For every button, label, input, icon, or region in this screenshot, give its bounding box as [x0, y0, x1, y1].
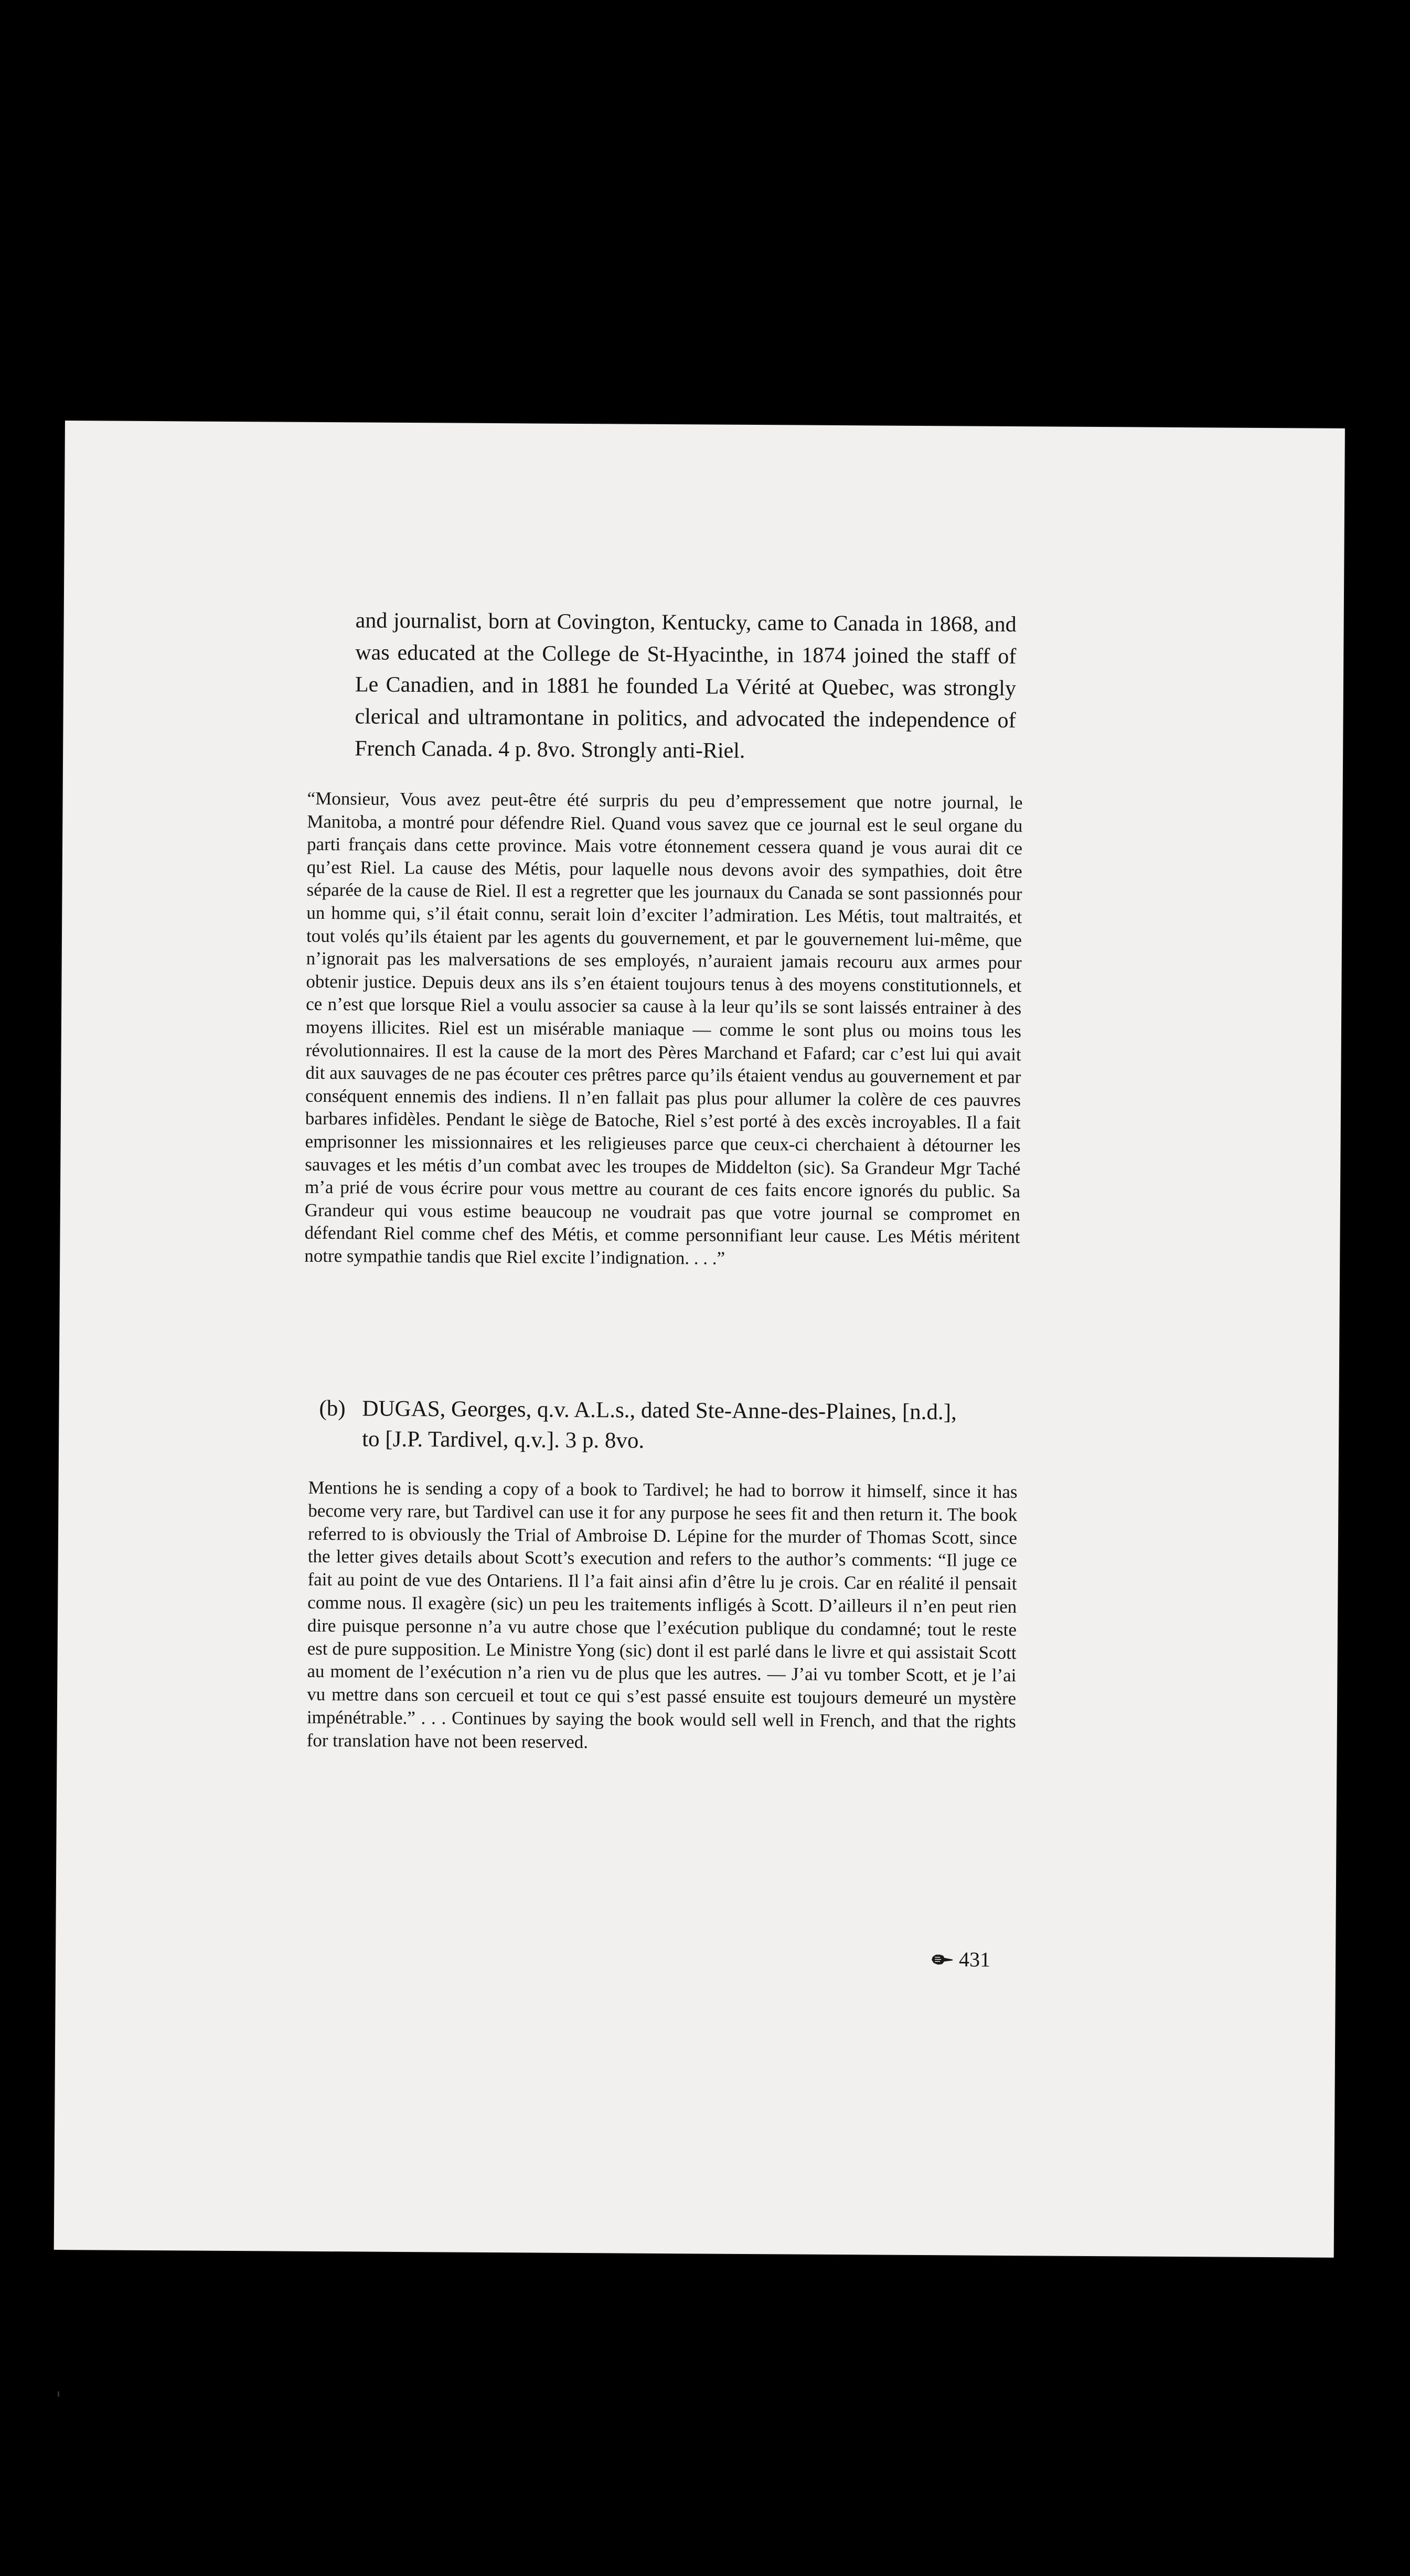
entry-label: (b): [319, 1396, 346, 1421]
entry-heading-line-2: to [J.P. Tardivel, q.v.]. 3 p. 8vo.: [362, 1426, 645, 1453]
entry-b-heading: [319, 1393, 1033, 1458]
document-page: [54, 421, 1345, 2258]
page-number: 431: [958, 1947, 991, 1971]
quoted-letter-paragraph: “Monsieur, Vous avez peut-être été surpris du peu d’empressement que notre journal, le Manitoba, a montré pour défendre Riel. Quand vous savez que ce journal est le seul organe du parti français dans cette province. Mais votre étonnement cessera quand je vous aurai dit ce qu’est Riel. La cause des Métis, pour laquelle nous devons avoir des sympathies, doit être séparée de la cause de Riel. Il est a regretter que les journaux du Canada se sont passionnés pour un homme qui, s’il était connu, serait loin d’exciter l’admiration. Les Métis, tout maltraités, et tout volés qu’ils étaient par les agents du gouvernement, et par le gouvernement lui-même, que n’ignorait pas les malversations de ses employés, n’auraient jamais recouru aux armes pour obtenir justice. Depuis deux ans ils s’en étaient toujours tenus à des moyens constitutionnels, et ce n’est que lorsque Riel a voulu associer sa cause à la leur qu’ils se sont laissés entrainer à des moyens illicites. Riel est un misérable maniaque — comme le sont plus ou moins tous les révolutionnaires. Il est la cause de la mort des Pères Marchand et Fafard; car c’est lui qui avait dit aux sauvages de ne pas écouter ces prêtres parce qu’ils étaient vendus au gouvernement et par conséquent ennemis des indiens. Il n’en fallait pas plus pour allumer la colère de ces pauvres barbares infidèles. Pendant le siège de Batoche, Riel s’est porté à des excès incroyables. Il a fait emprisonner les missionnaires et les religieuses parce que ceux-ci cherchaient à détourner les sauvages et les métis d’un combat avec les troupes de Middelton (sic). Sa Grandeur Mgr Taché m’a prié de vous écrire pour vous mettre au courant de ces faits encore ignorés du public. Sa Grandeur qui vous estime beaucoup ne voudrait pas que votre journal se compromet en défendant Riel comme chef des Métis, et comme personnifiant leur cause. Les Métis méritent notre sympathie tandis que Riel excite l’indignation. . . .”: [304, 788, 1023, 1269]
intro-paragraph: and journalist, born at Covington, Kentucky, came to Canada in 1868, and was educated at the College de St-Hyacinthe, in 1874 joined the staff of Le Canadien, and in 1881 he founded La Vérité at Quebec, was strongly clerical and ultramontane in politics, and advocated the independence of French Canada. 4 p. 8vo. Strongly anti-Riel.: [355, 608, 1017, 763]
pointing-hand-icon: [931, 1951, 954, 1967]
entry-heading-line-1: DUGAS, Georges, q.v. A.L.s., dated Ste-Anne-des-Plaines, [n.d.],: [362, 1396, 957, 1425]
page-folio: [931, 1947, 990, 1972]
scan-speck: [58, 2391, 59, 2397]
entry-b-description: Mentions he is sending a copy of a book to Tardivel; he had to borrow it himself, since it has become very rare, but Tardivel can use it for any purpose he sees fit and then return it. The book referred to is obviously the Trial of Ambroise D. Lépine for the murder of Thomas Scott, since the letter gives details about Scott’s execution and refers to the author’s comments: “Il juge ce fait au point de vue des Ontariens. Il l’a fait ainsi afin d’être lu je crois. Car en réalité il pensait comme nous. Il exagère (sic) un peu les traitements infligés à Scott. D’ailleurs il n’en peut rien dire puisque personne n’a vu autre chose que l’exécution publique du condamné; tout le reste est de pure supposition. Le Ministre Yong (sic) dont il est parlé dans le livre et qui assistait Scott au moment de l’exécution n’a rien vu de plus que les autres. — J’ai vu tomber Scott, et je l’ai vu mettre dans son cercueil et tout ce qui s’est passé ensuite est toujours demeuré un mystère impénétrable.” . . . Continues by saying the book would sell well in French, and that the rights for translation have not been reserved.: [306, 1477, 1018, 1752]
